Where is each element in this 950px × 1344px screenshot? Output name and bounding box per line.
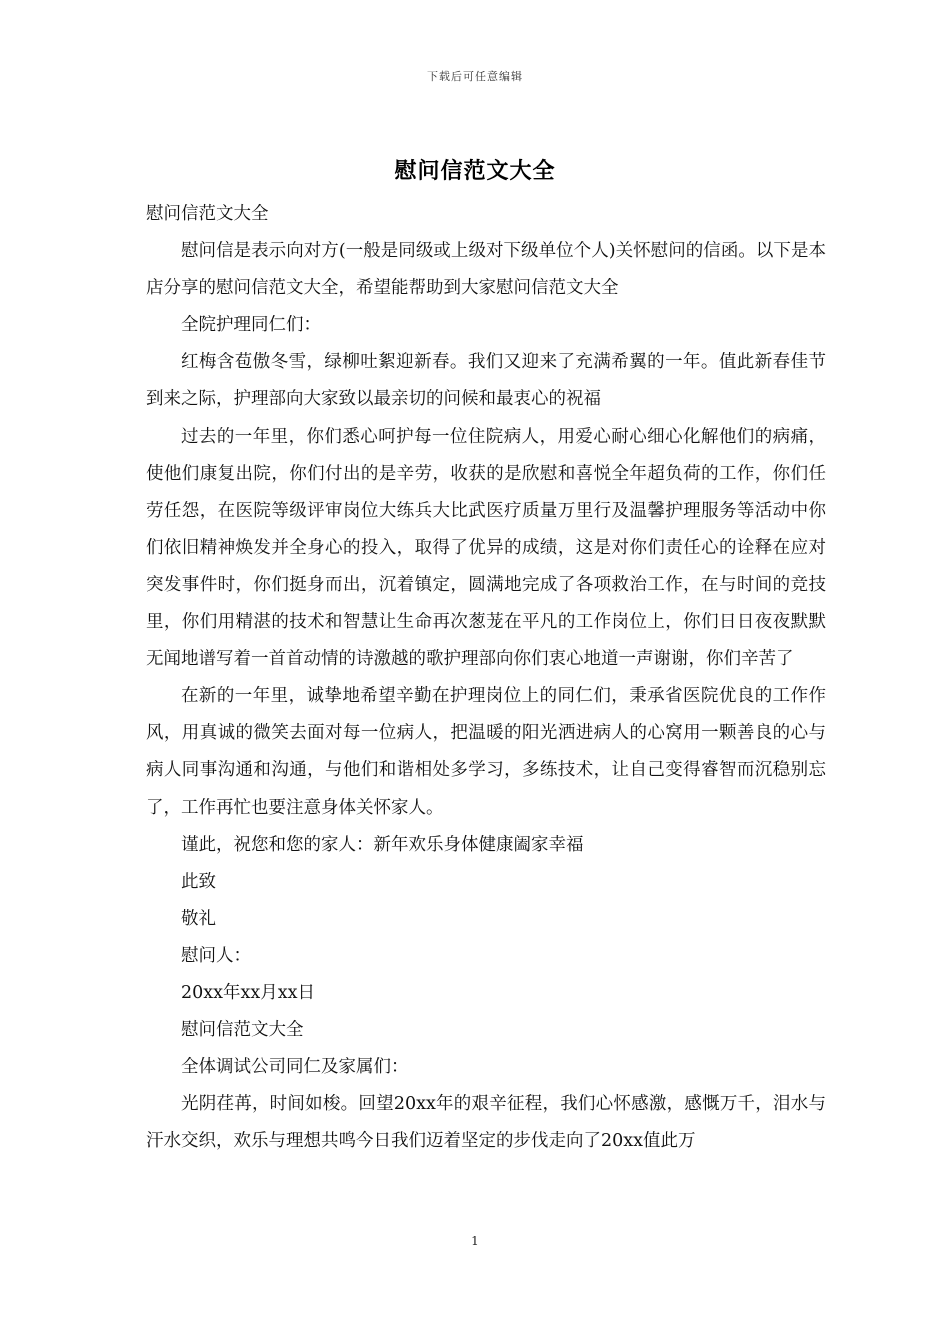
paragraph-section-title: 慰问信范文大全	[181, 1020, 304, 1041]
paragraph-salutation: 全体调试公司同仁及家属们：	[181, 1057, 409, 1078]
header-note: 下载后可任意编辑	[427, 70, 523, 83]
paragraph-salutation: 全院护理同仁们：	[181, 315, 321, 336]
paragraph-date: 20xx年xx月xx日	[181, 982, 315, 1003]
paragraph: 光阴荏苒，时间如梭。回望20xx年的艰辛征程，我们心怀感激，感慨万千，泪水与汗水交织，欢乐与理想共鸣今日我们迈着坚定的步伐走向了20xx值此万	[146, 1094, 826, 1152]
paragraph-wishes: 谨此，祝您和您的家人：新年欢乐身体健康阖家幸福	[181, 834, 584, 855]
paragraph: 在新的一年里，诚挚地希望辛勤在护理岗位上的同仁们，秉承省医院优良的工作作风，用真诚的微笑去面对每一位病人，把温暖的阳光洒进病人的心窝用一颗善良的心与病人同事沟通和沟通，与他们和谐相处多学习，多练技术，让自己变得睿智而沉稳别忘了，工作再忙也要注意身体关怀家人。	[146, 686, 826, 818]
paragraph-subtitle: 慰问信范文大全	[146, 204, 269, 224]
paragraph-regards: 敬礼	[181, 908, 216, 929]
paragraph-closing: 此致	[181, 871, 216, 892]
paragraph: 红梅含苞傲冬雪，绿柳吐絮迎新春。我们又迎来了充满希翼的一年。值此新春佳节到来之际，护理部向大家致以最亲切的问候和最衷心的祝福	[146, 352, 826, 410]
paragraph-intro: 慰问信是表示向对方(一般是同级或上级对下级单位个人)关怀慰问的信函。以下是本店分享的慰问信范文大全，希望能帮助到大家慰问信范文大全	[146, 241, 826, 299]
document-body	[146, 196, 826, 1160]
paragraph: 过去的一年里，你们悉心呵护每一位住院病人，用爱心耐心细心化解他们的病痛，使他们康复出院，你们付出的是辛劳，收获的是欣慰和喜悦全年超负荷的工作，你们任劳任怨，在医院等级评审岗位大练兵大比武医疗质量万里行及温馨护理服务等活动中你们依旧精神焕发并全身心的投入，取得了优异的成绩，这是对你们责任心的诠释在应对突发事件时，你们挺身而出，沉着镇定，圆满地完成了各项救治工作，在与时间的竞技里，你们用精湛的技术和智慧让生命再次葱茏在平凡的工作岗位上，你们日日夜夜默默无闻地谱写着一首首动情的诗激越的歌护理部向你们衷心地道一声谢谢，你们辛苦了	[146, 426, 826, 670]
paragraph-signer: 慰问人：	[181, 945, 251, 966]
document-title: 慰问信范文大全	[394, 158, 556, 184]
page-number: 1	[471, 1234, 479, 1248]
